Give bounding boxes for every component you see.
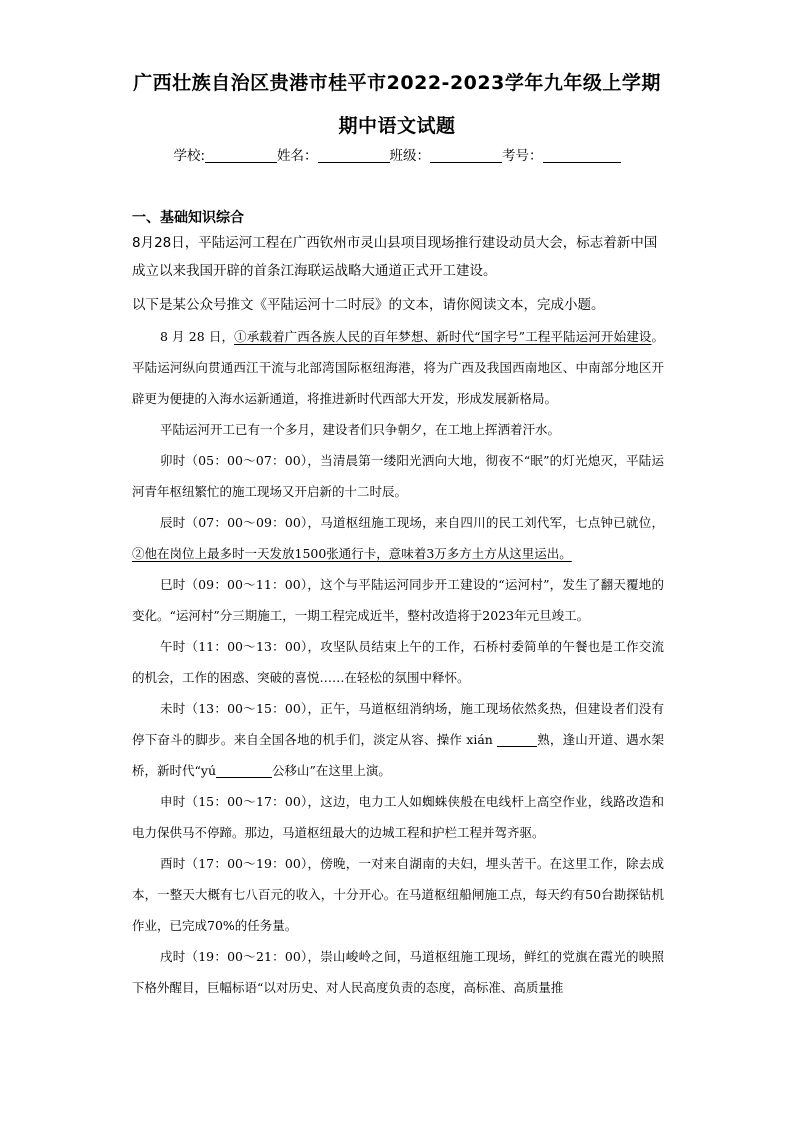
class-label: 班级：: [389, 148, 431, 164]
student-info-line: [0, 144, 794, 164]
article-paragraph-7: [132, 693, 664, 786]
section-intro-instruction: 以下是某公众号推文《平陆运河十二时辰》的文本，请你阅读文本，完成小题。: [132, 297, 605, 313]
section-heading: 一、基础知识综合: [132, 210, 244, 226]
section-intro-news: 8月28日，平陆运河工程在广西钦州市灵山县项目现场推行建设动员大会，标志着新中国成立以来我国开辟的首条江海联运战略大通道正式开工建设。: [132, 235, 658, 279]
name-label: 姓名：: [277, 148, 318, 164]
pinyin-blank-yu[interactable]: [216, 764, 272, 778]
article-paragraph-10: 戌时（19：00～21：00），崇山峻岭之间，马道枢纽施工现场，鲜红的党旗在霞光的映照下格外醒目，巨幅标语“以对历史、对人民高度负责的态度，高标准、高质量推: [132, 949, 664, 995]
article-body: [132, 321, 664, 1003]
article-paragraph-9: 酉时（17：00～19：00），傍晚，一对来自湖南的夫妇，埋头苦干。在这里工作，除去成本，一整天大概有七八百元的收入，十分开心。在马道枢纽船闸施工点，每天约有50台勘探钻机作业，已完成70%的任务量。: [132, 856, 664, 933]
p4-text: 辰时（07：00～09：00），马道枢纽施工现场，来自四川的民工刘代军，七点钟已就位，: [160, 515, 664, 530]
exam-title-line2: 期中语文试题: [338, 115, 456, 137]
article-paragraph-3: 卯时（05：00～07：00），当清晨第一缕阳光洒向大地，彻夜不“眠”的灯光熄灭，平陆运河青年枢纽繁忙的施工现场又开启新的十二时辰。: [132, 453, 664, 499]
underlined-sentence-1: ①承载着广西各族人民的百年梦想、新时代“国字号”工程平陆运河开始建设: [234, 329, 652, 344]
school-label: 学校:: [173, 148, 206, 164]
school-blank[interactable]: [205, 148, 277, 163]
name-blank[interactable]: [318, 148, 390, 163]
id-label: 考号：: [502, 148, 543, 164]
pinyin-blank-xian[interactable]: [497, 733, 537, 747]
article-paragraph-6: 午时（11：00～13：00），攻坚队员结束上午的工作，石桥村委简单的午餐也是工作交流的机会，工作的困惑、突破的喜悦……在轻松的氛围中释怀。: [132, 639, 664, 685]
article-paragraph-2: 平陆运河开工已有一个多月，建设者们只争朝夕，在工地上挥洒着汗水。: [160, 422, 561, 437]
exam-title-line1: 广西壮族自治区贵港市桂平市2022-2023学年九年级上学期: [133, 72, 661, 94]
article-paragraph-5: 巳时（09：00～11：00），这个与平陆运河同步开工建设的“运河村”，发生了翻天覆地的变化。“运河村”分三期施工，一期工程完成近半，整村改造将于2023年元旦竣工。: [132, 577, 664, 623]
p1-text: 8 月 28 日，: [160, 329, 235, 344]
id-blank[interactable]: [543, 148, 621, 163]
article-paragraph-1: [132, 321, 664, 414]
p7-text: 未时（13：00～15：00），正午，马道枢纽消纳场，施工现场依然炙热，但建设者们没有停下奋斗的脚步。来自全国各地的机手们，淡定从容、操作 xián: [132, 701, 664, 747]
p1-text-rest: 。平陆运河纵向贯通西江干流与北部湾国际枢纽海港，将为广西及我国西南地区、中南部分地区开辟更为便捷的入海水运新通道，将推进新时代西部大开发，形成发展新格局。: [132, 329, 664, 406]
underlined-sentence-2: ②他在岗位上最多时一天发放1500张通行卡，意味着3万多方土方从这里运出。: [132, 546, 572, 561]
article-paragraph-8: 申时（15：00～17：00），这边，电力工人如蜘蛛侠般在电线杆上高空作业，线路改造和电力保供马不停蹄。那边，马道枢纽最大的边城工程和护栏工程并驾齐驱。: [132, 794, 664, 840]
p7-text-rest: 公移山”在这里上演。: [272, 763, 391, 778]
p7-text-mid: 熟，逢山开道、遇水架桥，新时代“yú: [132, 732, 664, 778]
article-paragraph-4: [132, 507, 664, 569]
class-blank[interactable]: [430, 148, 502, 163]
